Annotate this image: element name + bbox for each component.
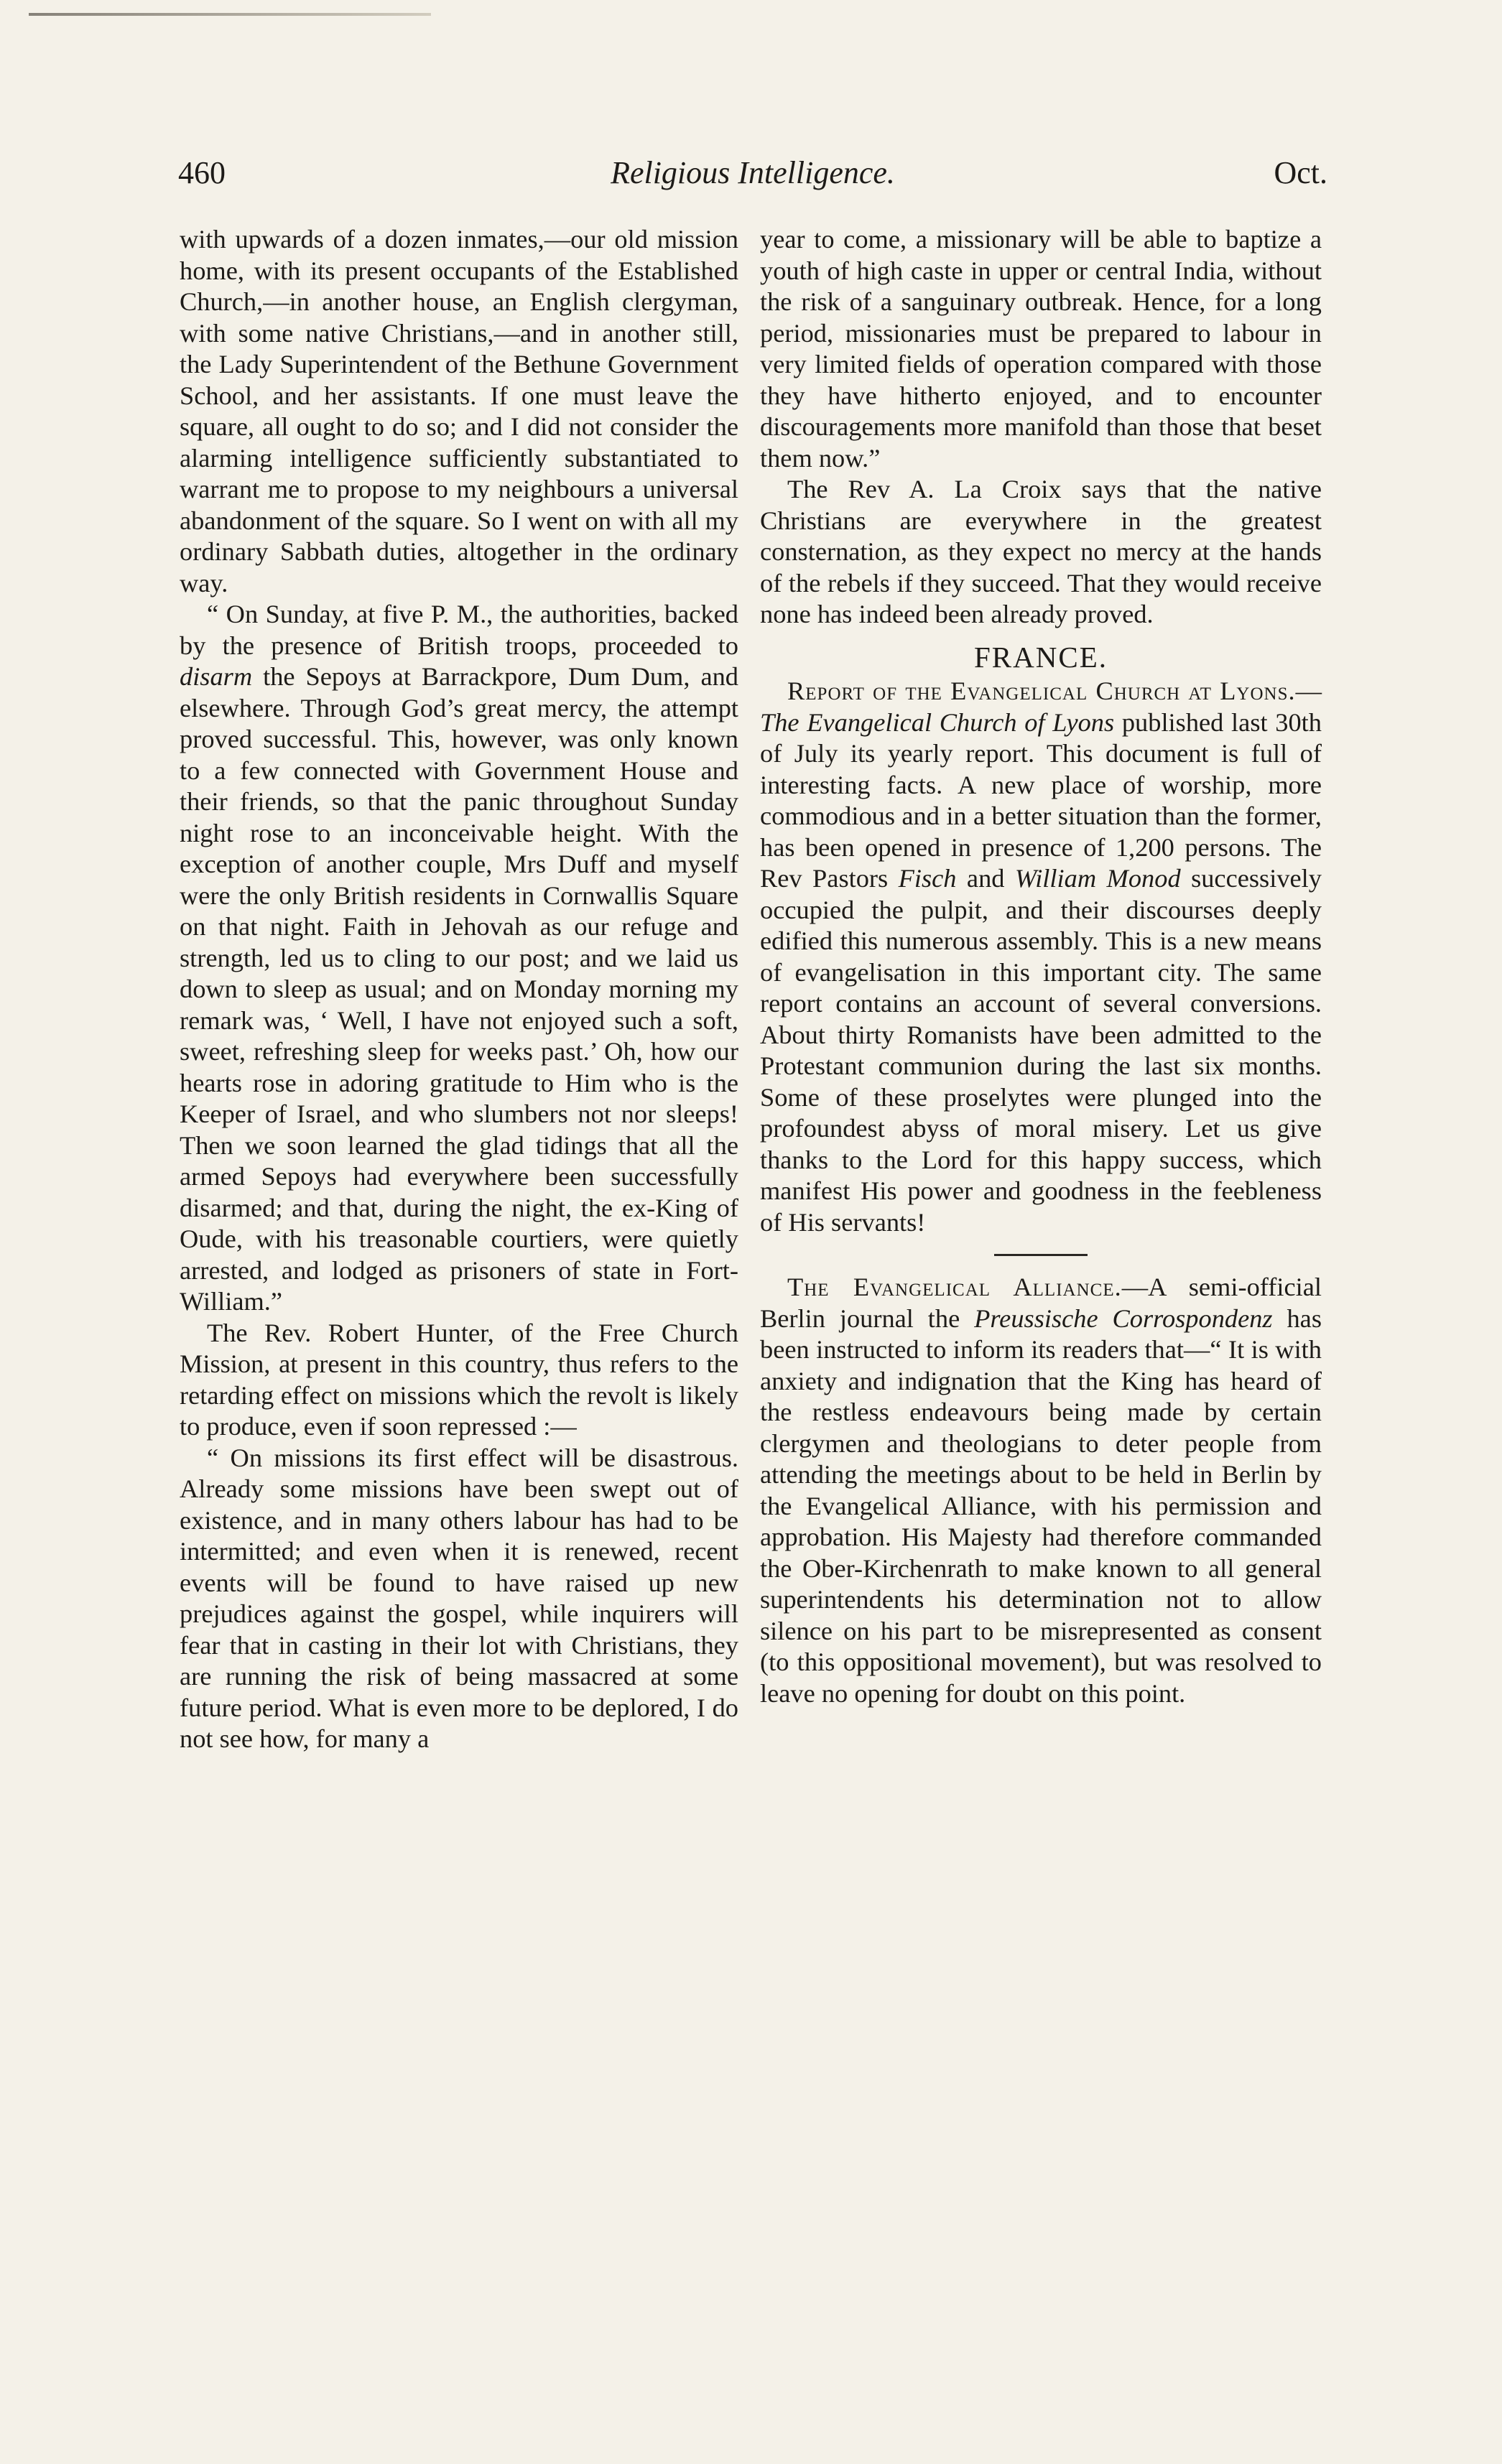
running-title: Religious Intelligence. [611,155,895,190]
page-number: 460 [178,155,226,190]
italic-text: The Evangelical Church of Lyons [760,707,1115,737]
paragraph [760,676,1322,1238]
italic-text: disarm [180,662,253,691]
text-run: A semi-official Berlin journal the [760,1273,1322,1333]
scan-edge-line [29,13,431,16]
italic-text: Fisch [898,864,957,893]
header-month: Oct. [1274,155,1327,190]
text-run: and [956,864,1015,893]
paragraph: The Rev A. La Croix says that the native Christians are everywhere in the greatest consternation, as they expect no mercy at the hands of the rebels if they succeed. That they would receive none has indeed been already proved. [760,475,1322,628]
text-run: published last 30th of July its yearly report. This document is full of interesting facts. A new place of worship, more commodious and in a better situation than the former, has been opened in presence of 1,200 persons. The Rev Pastors [760,707,1322,893]
left-column [180,224,738,1755]
paragraph: “ On missions its first effect will be disastrous. Already some missions have been swept out of existence, and in many others labour has had to be intermitted; and even when it is renewed, recent events will be found to have raised up new prejudices against the gospel, while inquirers will fear that in casting in their lot with Christians, they are running the risk of being massacred at some future period. What is even more to be deplored, I do not see how, for many a [180,1443,738,1753]
text-run: “ On Sunday, at five P. M., the authorities, backed by the presence of British troops, proceeded to [180,600,738,660]
text-run: — [1121,1273,1149,1301]
italic-text: William Monod [1014,864,1181,893]
text-run: has been instructed to inform its readers that—“ It is with anxiety and indignation that the King has heard of the restless endeavours being made by certain clergymen and theologians to deter people from attending the meetings about to be held in Berlin by the Evangelical Alliance, with his permission and approbation. His Majesty had therefore commanded the Ober-Kirchenrath to make known to all general superintendents his determination not to allow silence on his part to be misrepresented as consent (to this oppositional movement), but was resolved to leave no opening for doubt on this point. [760,1303,1322,1708]
paragraph: The Rev. Robert Hunter, of the Free Church Mission, at present in this country, thus refers to the retarding effect on missions which the revolt is likely to produce, even if soon repressed :— [180,1318,738,1441]
text-run: the Sepoys at Barrackpore, Dum Dum, and elsewhere. Through God’s great mercy, the attempt proved successful. This, however, was only known to a few connected with Government House and their friends, so that the panic throughout Sunday night rose to an inconceivable height. With the exception of another couple, Mrs Duff and myself were the only British residents in Cornwallis Square on that night. Faith in Jehovah as our refuge and strength, led us to cling to our post; and we laid us down to sleep as usual; and on Monday morning my remark was, ‘ Well, I have not enjoyed such a soft, sweet, refreshing sleep for weeks past.’ Oh, how our hearts rose in adoring gratitude to Him who is the Keeper of Israel, and who slumbers not nor sleeps! Then we soon learned the glad tidings that all the armed Sepoys had everywhere been successfully disarmed; and that, during the night, the ex-King of Oude, with his treasonable courtiers, were quietly arrested, and lodged as prisoners of state in Fort-William.” [180,662,738,1316]
report-title: Report of the Evangelical Church at Lyons. [787,677,1296,705]
running-header [178,154,1327,205]
section-heading-france: FRANCE. [973,640,1108,674]
alliance-title: The Evangelical Alliance. [787,1273,1122,1301]
section-divider [994,1254,1088,1256]
paragraph [180,599,738,1318]
right-column [760,224,1322,1709]
text-run: successively occupied the pulpit, and their discourses deeply edified this numerous assembly. This is a new means of evangelisation in this important city. The same report contains an account of several conversions. About thirty Romanists have been admitted to the Protestant communion during the last six months. Some of these proselytes were plunged into the profoundest abyss of moral misery. Let us give thanks to the Lord for this happy success, which manifest His power and goodness in the feebleness of His servants! [760,864,1322,1237]
paragraph [760,1272,1322,1709]
italic-text: Preussische Corrospondenz [974,1303,1273,1333]
paragraph: year to come, a missionary will be able to baptize a youth of high caste in upper or central India, without the risk of a sanguinary outbreak. Hence, for a long period, missionaries must be prepared to labour in very limited fields of operation compared with those they have hitherto enjoyed, and to encounter discouragements more manifold than those that beset them now.” [760,225,1322,473]
text-run: — [1295,677,1322,705]
paragraph: with upwards of a dozen inmates,—our old mission home, with its present occupants of the Established Church,—in another house, an English clergyman, with some native Christians,—and in another still, the Lady Superintendent of the Bethune Government School, and her assistants. If one must leave the square, all ought to do so; and I did not consider the alarming intelligence sufficiently substantiated to warrant me to propose to my neighbours a universal abandonment of the square. So I went on with all my ordinary Sabbath duties, altogether in the ordinary way. [180,225,738,598]
